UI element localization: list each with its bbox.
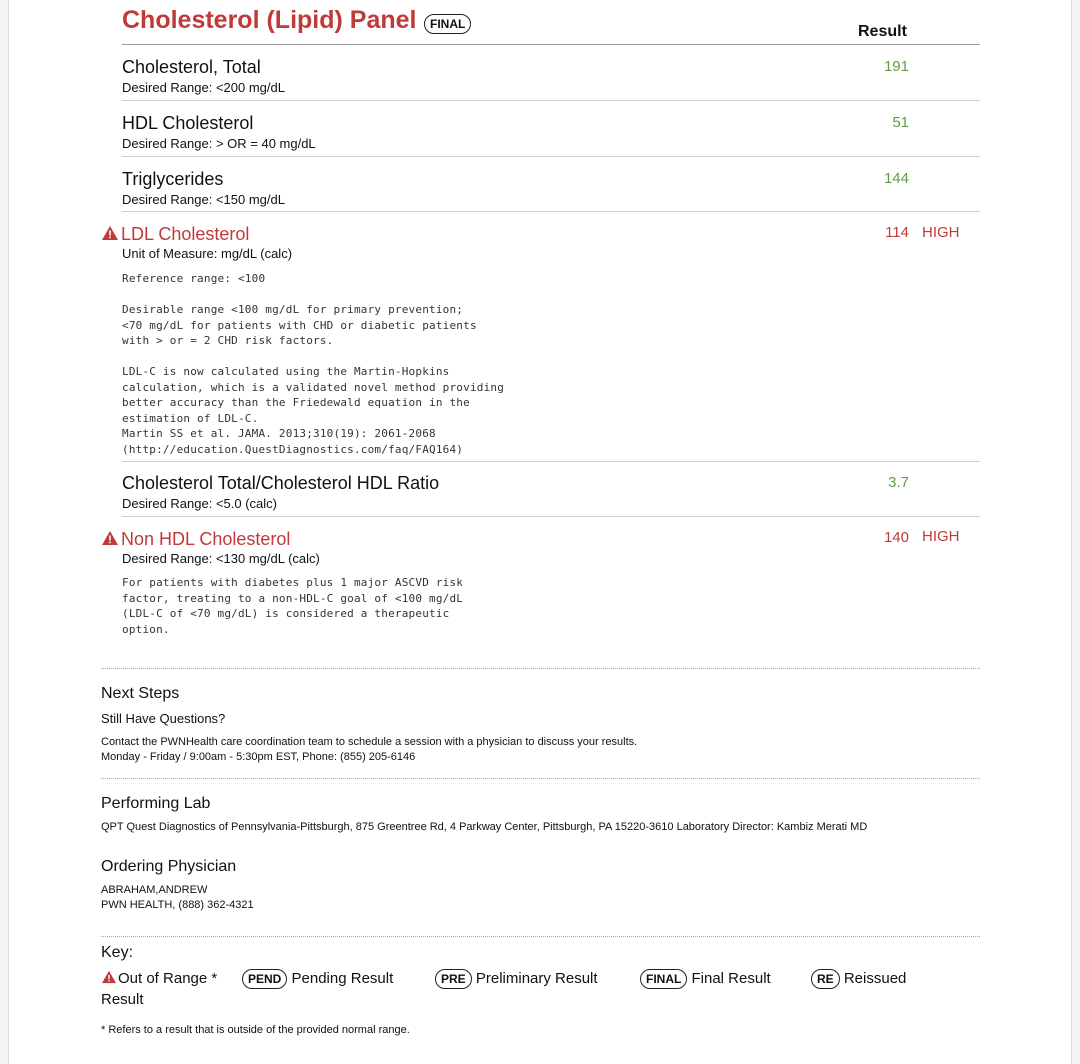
high-flag-ldl: HIGH bbox=[922, 224, 960, 241]
test-range-triglycerides: Desired Range: <150 mg/dL bbox=[122, 192, 285, 207]
key-out-of-range-label: Out of Range * bbox=[118, 970, 218, 987]
key-out-of-range-label-2: Result bbox=[101, 991, 144, 1008]
test-range-total-cholesterol: Desired Range: <200 mg/dL bbox=[122, 80, 285, 95]
key-pending bbox=[242, 969, 393, 989]
ldl-row-header bbox=[101, 224, 249, 245]
ldl-note-reference: Reference range: <100 bbox=[122, 272, 266, 285]
test-name-ldl: LDL Cholesterol bbox=[121, 224, 250, 244]
test-name-triglycerides: Triglycerides bbox=[122, 169, 224, 189]
test-value-hdl: 51 bbox=[892, 114, 909, 131]
test-range-hdl: Desired Range: > OR = 40 mg/dL bbox=[122, 136, 316, 151]
test-name-non-hdl: Non HDL Cholesterol bbox=[121, 529, 291, 549]
report-page bbox=[8, 0, 1072, 1064]
non-hdl-row-header bbox=[101, 529, 290, 550]
final-label: Final Result bbox=[691, 970, 771, 987]
warning-triangle-icon bbox=[101, 530, 119, 546]
ldl-note-method: LDL-C is now calculated using the Martin-Hopkins calculation, which is a validated novel method providing better accuracy than the Friedewald equation in the estimation of LDL-C. Martin SS et al. JAMA. 2013;310(19): 2061-2068 (http://education.QuestDiagnostics.com/faq/FAQ164) bbox=[122, 365, 505, 456]
row-divider bbox=[122, 100, 980, 101]
result-column-header: Result bbox=[858, 23, 907, 40]
warning-triangle-icon bbox=[101, 225, 119, 241]
row-divider bbox=[122, 156, 980, 157]
section-divider bbox=[101, 778, 980, 779]
pend-badge: PEND bbox=[242, 969, 287, 989]
key-final bbox=[640, 969, 771, 989]
test-name-ratio: Cholesterol Total/Cholesterol HDL Ratio bbox=[122, 473, 440, 493]
contact-text: Contact the PWNHealth care coordination team to schedule a session with a physician to discuss your results. bbox=[101, 736, 638, 748]
ldl-note-desirable: Desirable range <100 mg/dL for primary prevention; <70 mg/dL for patients with CHD or diabetic patients with > or = 2 CHD risk factors. bbox=[122, 303, 477, 348]
final-badge: FINAL bbox=[640, 969, 687, 989]
row-divider bbox=[122, 211, 980, 212]
performing-lab-heading: Performing Lab bbox=[101, 795, 211, 812]
performing-lab-text: QPT Quest Diagnostics of Pennsylvania-Pittsburgh, 875 Greentree Rd, 4 Parkway Center, Pittsburgh, PA 15220-3610 Laboratory Director: Kambiz Merati MD bbox=[101, 821, 868, 833]
key-out-of-range bbox=[101, 970, 217, 987]
pre-label: Preliminary Result bbox=[475, 970, 598, 987]
re-badge: RE bbox=[811, 969, 840, 989]
test-value-total-cholesterol: 191 bbox=[883, 58, 909, 75]
test-value-ldl: 114 bbox=[885, 224, 909, 241]
non-hdl-note: For patients with diabetes plus 1 major ASCVD risk factor, treating to a non-HDL-C goal of <100 mg/dL (LDL-C of <70 mg/dL) is considered a therapeutic option. bbox=[122, 576, 464, 636]
row-divider bbox=[122, 516, 980, 517]
physician-org: PWN HEALTH, (888) 362-4321 bbox=[101, 899, 254, 911]
warning-triangle-icon bbox=[101, 970, 117, 984]
ordering-physician-heading: Ordering Physician bbox=[101, 858, 237, 875]
questions-subheading: Still Have Questions? bbox=[101, 711, 226, 726]
test-range-ratio: Desired Range: <5.0 (calc) bbox=[122, 496, 277, 511]
test-range-non-hdl: Desired Range: <130 mg/dL (calc) bbox=[122, 551, 320, 566]
row-divider bbox=[122, 461, 980, 462]
test-unit-ldl: Unit of Measure: mg/dL (calc) bbox=[122, 246, 293, 261]
test-name-total-cholesterol: Cholesterol, Total bbox=[122, 57, 261, 77]
section-divider bbox=[101, 936, 980, 937]
key-footnote: * Refers to a result that is outside of the provided normal range. bbox=[101, 1024, 410, 1036]
high-flag-non-hdl: HIGH bbox=[922, 528, 960, 545]
pre-badge: PRE bbox=[435, 969, 472, 989]
page-title: Cholesterol (Lipid) Panel bbox=[122, 6, 417, 34]
final-status-badge: FINAL bbox=[424, 14, 471, 34]
pend-label: Pending Result bbox=[291, 970, 394, 987]
test-value-non-hdl: 140 bbox=[883, 529, 909, 546]
re-label: Reissued bbox=[843, 970, 907, 987]
next-steps-heading: Next Steps bbox=[101, 685, 180, 702]
contact-hours: Monday - Friday / 9:00am - 5:30pm EST, Phone: (855) 205-6146 bbox=[101, 751, 416, 763]
key-heading: Key: bbox=[101, 944, 134, 961]
key-preliminary bbox=[435, 969, 598, 989]
key-reissued bbox=[811, 969, 906, 989]
test-value-ratio: 3.7 bbox=[888, 474, 909, 491]
test-value-triglycerides: 144 bbox=[883, 170, 909, 187]
test-name-hdl: HDL Cholesterol bbox=[122, 113, 254, 133]
physician-name: ABRAHAM,ANDREW bbox=[101, 884, 208, 896]
header-divider bbox=[122, 44, 980, 45]
section-divider bbox=[101, 668, 980, 669]
